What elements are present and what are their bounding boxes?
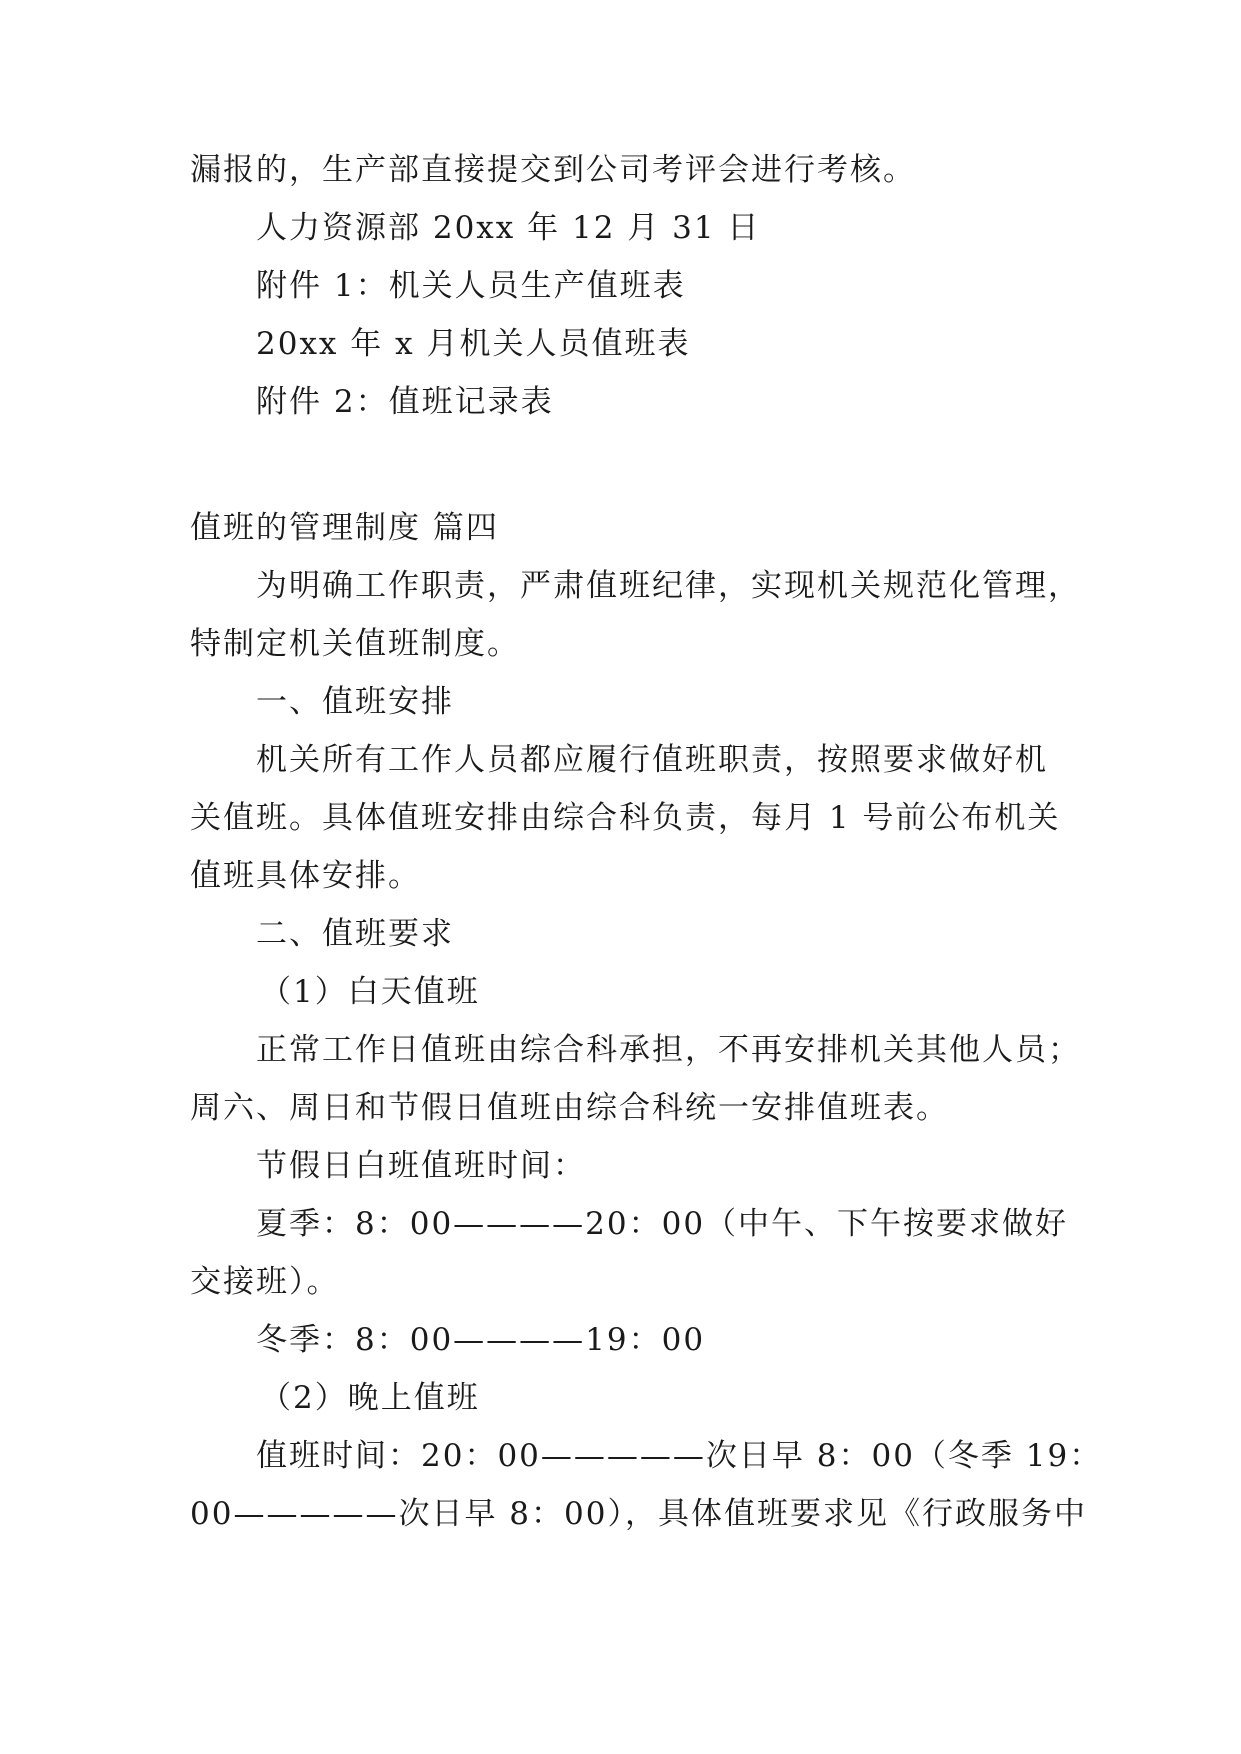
text-line: 20xx 年 x 月机关人员值班表 bbox=[256, 326, 691, 362]
text-line: 机关所有工作人员都应履行值班职责，按照要求做好机 bbox=[256, 742, 1048, 778]
text-line: 节假日白班值班时间： bbox=[256, 1148, 586, 1184]
text-line: 特制定机关值班制度。 bbox=[190, 626, 520, 662]
section-heading: 值班的管理制度 篇四 bbox=[190, 510, 499, 546]
text-line: 人力资源部 20xx 年 12 月 31 日 bbox=[256, 210, 761, 246]
text-line: 附件 2：值班记录表 bbox=[256, 384, 554, 420]
text-line: 为明确工作职责，严肃值班纪律，实现机关规范化管理， bbox=[256, 568, 1081, 604]
text-line: 周六、周日和节假日值班由综合科统一安排值班表。 bbox=[190, 1090, 949, 1126]
text-line: 关值班。具体值班安排由综合科负责，每月 1 号前公布机关 bbox=[190, 800, 1061, 836]
subheading: （1）白天值班 bbox=[260, 974, 480, 1010]
subheading: 一、值班安排 bbox=[256, 684, 454, 720]
text-line: 漏报的，生产部直接提交到公司考评会进行考核。 bbox=[190, 152, 916, 188]
text-line: 交接班）。 bbox=[190, 1264, 340, 1300]
text-line: 值班时间：20：00—————次日早 8：00（冬季 19： bbox=[256, 1438, 1103, 1474]
subheading: （2）晚上值班 bbox=[260, 1380, 480, 1416]
subheading: 二、值班要求 bbox=[256, 916, 454, 952]
text-line: 夏季：8：00————20：00（中午、下午按要求做好 bbox=[256, 1206, 1069, 1242]
text-line: 附件 1：机关人员生产值班表 bbox=[256, 268, 686, 304]
text-line: 冬季：8：00————19：00 bbox=[256, 1322, 706, 1358]
text-line: 00—————次日早 8：00），具体值班要求见《行政服务中 bbox=[190, 1496, 1087, 1532]
text-line: 值班具体安排。 bbox=[190, 858, 421, 894]
text-line: 正常工作日值班由综合科承担，不再安排机关其他人员； bbox=[256, 1032, 1081, 1068]
